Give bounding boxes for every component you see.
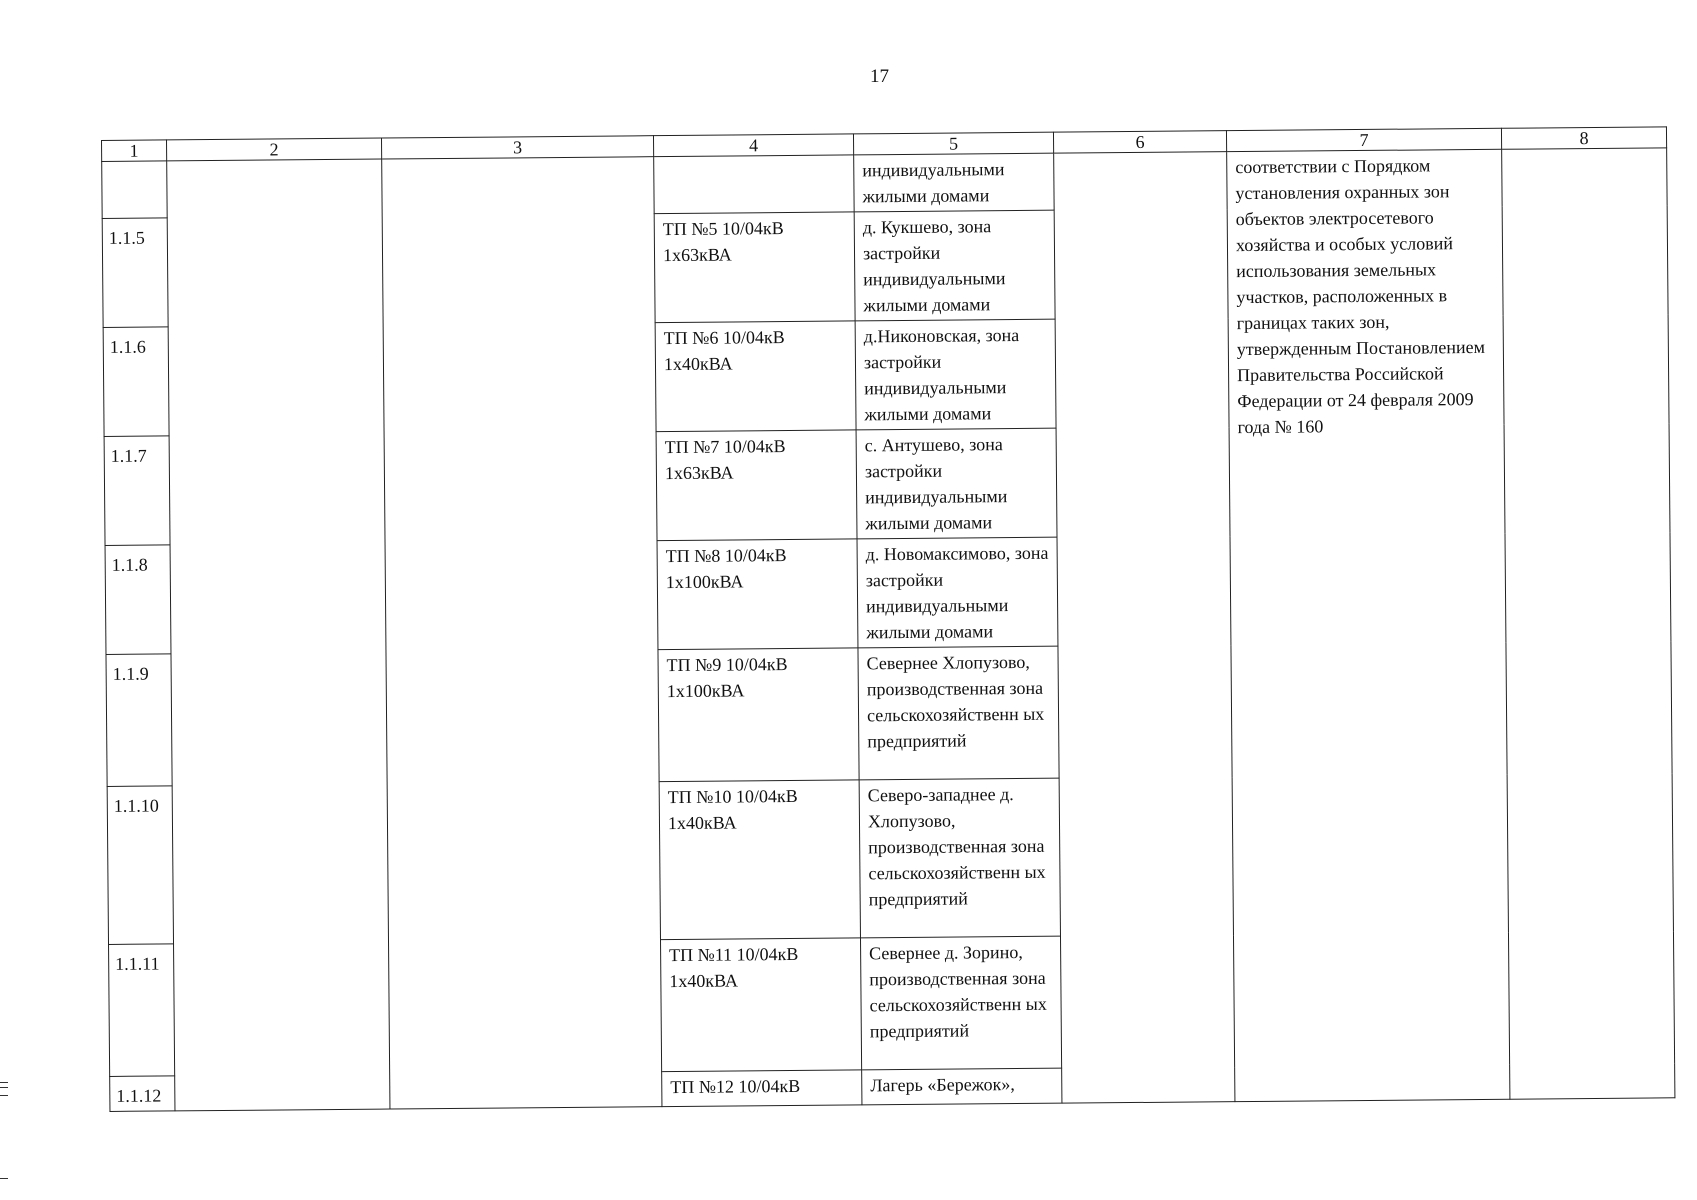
margin-dash [0, 1178, 8, 1179]
row-number: 1.1.8 [105, 545, 171, 655]
column-header: 6 [1053, 131, 1226, 154]
row-number: 1.1.6 [103, 327, 169, 437]
location-cell: д. Кукшево, зона застройки индивидуальными жилыми домами [854, 210, 1055, 321]
column-header: 1 [102, 140, 167, 162]
location-cell: д.Никоновская, зона застройки индивидуальными жилыми домами [855, 319, 1056, 430]
location-cell: Лагерь «Бережок», [862, 1068, 1062, 1105]
protection-zones-table [101, 126, 1675, 1112]
row-number: 1.1.9 [106, 654, 172, 787]
margin-mark [0, 1082, 8, 1096]
column-header: 3 [381, 136, 653, 159]
object-cell: ТП №10 10/04кВ 1х40кВА [659, 780, 860, 940]
location-cell: Северо-западнее д. Хлопузово, производственная зона сельскохозяйственн ых предприятий [859, 778, 1060, 938]
object-cell: ТП №5 10/04кВ 1х63кВА [654, 212, 855, 323]
location-cell: д. Новомаксимово, зона застройки индивидуальными жилыми домами [857, 537, 1058, 648]
column-header: 2 [167, 138, 382, 161]
column-header: 5 [853, 132, 1053, 155]
object-cell: ТП №11 10/04кВ 1х40кВА [660, 938, 861, 1072]
object-cell: ТП №6 10/04кВ 1х40кВА [655, 321, 856, 432]
object-cell: ТП №7 10/04кВ 1х63кВА [656, 430, 857, 541]
page-number: 17 [870, 66, 889, 87]
object-cell: ТП №8 10/04кВ 1х100кВА [657, 539, 858, 650]
column-6-cell [1054, 152, 1235, 1103]
column-header: 8 [1501, 127, 1666, 149]
location-cell: с. Антушево, зона застройки индивидуальными жилыми домами [856, 428, 1057, 539]
column-header: 7 [1226, 128, 1501, 151]
location-cell: Севернее Хлопузово, производственная зона сельскохозяйственн ых предприятий [858, 646, 1059, 780]
column-2-cell [167, 159, 390, 1111]
row-number [102, 161, 167, 219]
object-cell: ТП №12 10/04кВ [662, 1070, 862, 1107]
row-number: 1.1.12 [110, 1076, 175, 1112]
column-3-cell [382, 157, 662, 1109]
column-8-cell [1502, 148, 1675, 1099]
row-number: 1.1.5 [102, 218, 168, 328]
column-7-cell [1227, 149, 1510, 1101]
object-cell [654, 155, 854, 214]
row-number: 1.1.7 [104, 436, 170, 546]
column-header: 4 [653, 134, 853, 157]
row-number: 1.1.11 [109, 944, 175, 1077]
location-cell: Севернее д. Зорино, производственная зона сельскохозяйственн ых предприятий [860, 936, 1061, 1070]
regulation-reference-text: соответствии с Порядком установления охранных зон объектов электросетевого хозяйства и особых условий использования земельных участков, расположенных в границах таких зон, утвержденным Постановлением Правительства Российской Федерации от 24 февраля 2009 года № 160 [1235, 155, 1486, 438]
object-cell: ТП №9 10/04кВ 1х100кВА [658, 648, 859, 782]
row-number: 1.1.10 [107, 786, 173, 945]
location-cell: индивидуальными жилыми домами [854, 153, 1054, 212]
